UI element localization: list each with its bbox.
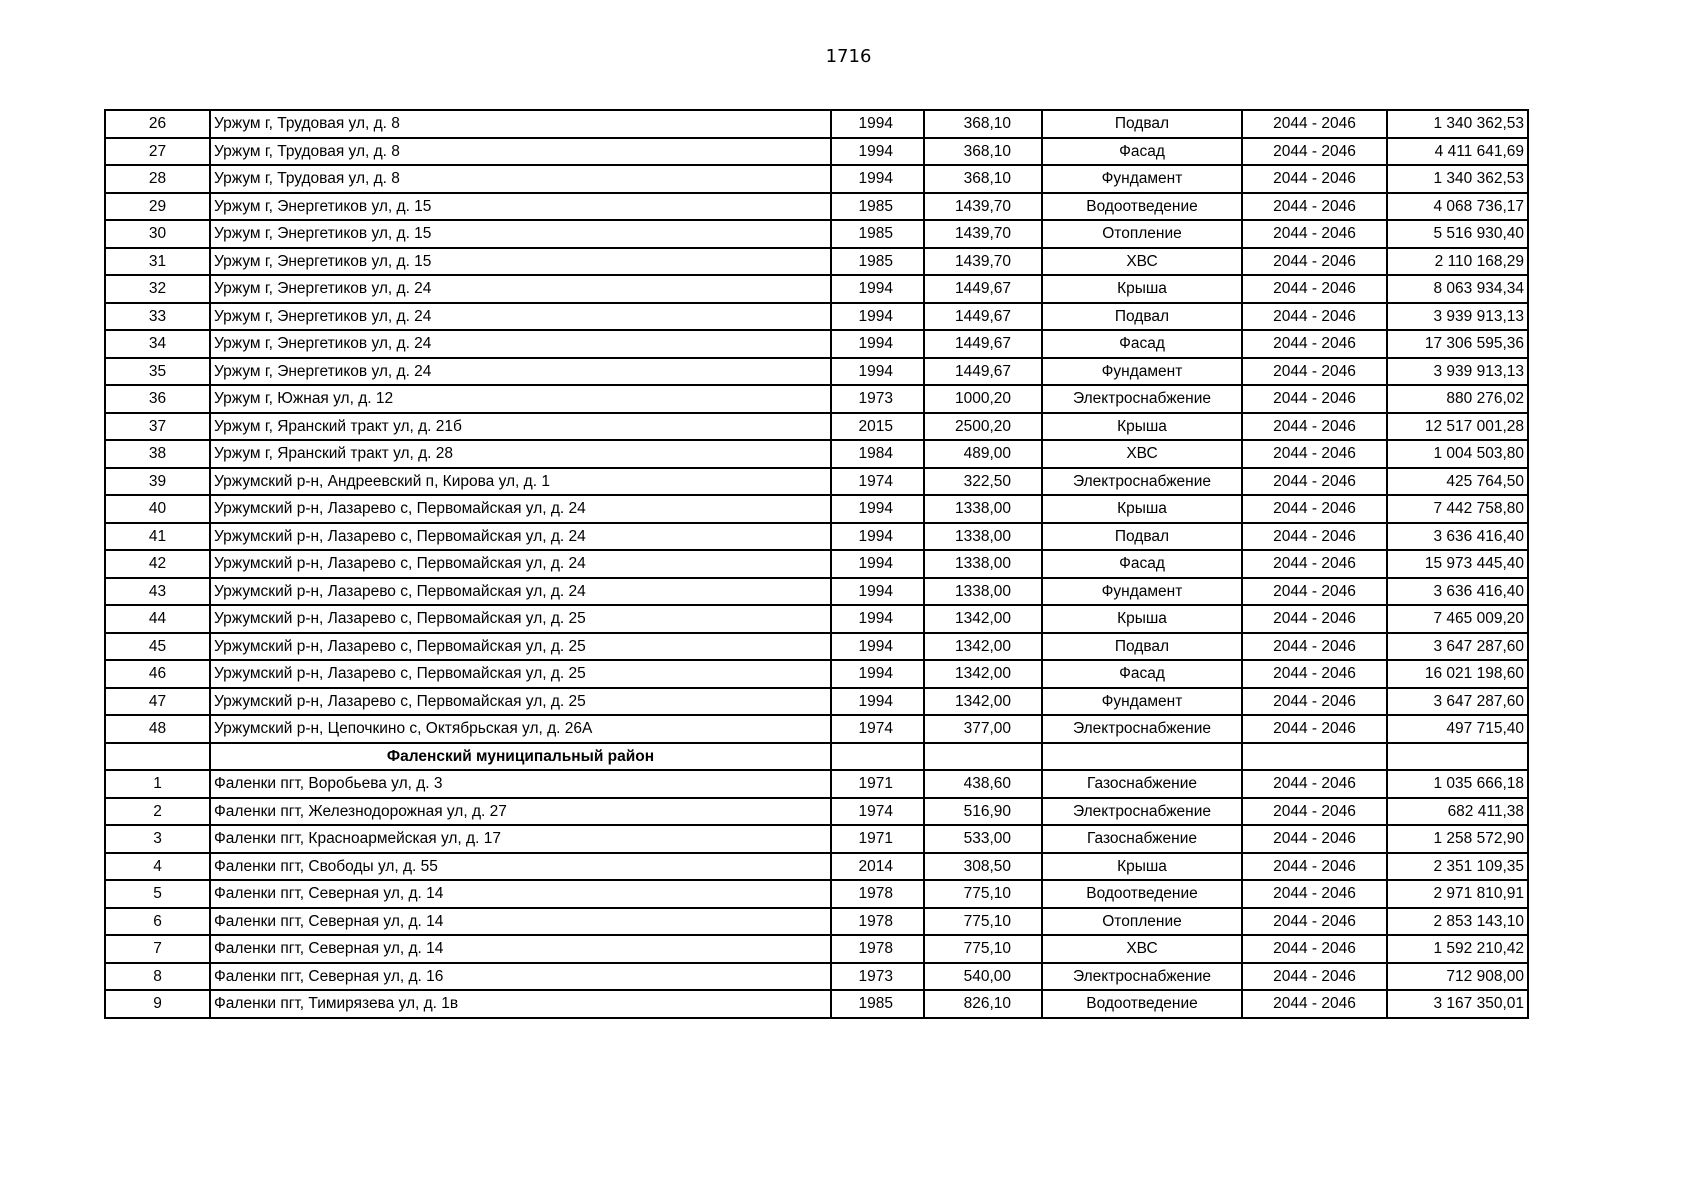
address-cell: Уржум г, Трудовая ул, д. 8 (210, 138, 831, 166)
address-cell: Уржумский р-н, Лазарево с, Первомайская ул, д. 25 (210, 605, 831, 633)
row-number: 37 (105, 413, 210, 441)
address-cell: Уржум г, Энергетиков ул, д. 24 (210, 330, 831, 358)
area-cell: 1338,00 (924, 495, 1042, 523)
address-cell: Фаленки пгт, Северная ул, д. 16 (210, 963, 831, 991)
table-row (105, 578, 1528, 606)
cost-cell: 3 636 416,40 (1387, 578, 1528, 606)
row-number: 6 (105, 908, 210, 936)
row-number: 3 (105, 825, 210, 853)
area-cell: 322,50 (924, 468, 1042, 496)
table-row (105, 275, 1528, 303)
year-cell: 1994 (831, 138, 924, 166)
period-cell: 2044 - 2046 (1242, 880, 1387, 908)
row-number: 2 (105, 798, 210, 826)
table-row (105, 193, 1528, 221)
row-number: 47 (105, 688, 210, 716)
period-cell: 2044 - 2046 (1242, 963, 1387, 991)
year-cell: 1994 (831, 165, 924, 193)
year-cell: 1985 (831, 248, 924, 276)
period-cell: 2044 - 2046 (1242, 715, 1387, 743)
area-cell: 516,90 (924, 798, 1042, 826)
empty-cell (1242, 743, 1387, 771)
table-row (105, 440, 1528, 468)
row-number: 4 (105, 853, 210, 881)
table-row (105, 330, 1528, 358)
work-type-cell: Газоснабжение (1042, 825, 1242, 853)
year-cell: 1994 (831, 633, 924, 661)
row-number: 30 (105, 220, 210, 248)
work-type-cell: Фасад (1042, 550, 1242, 578)
row-number: 34 (105, 330, 210, 358)
area-cell: 368,10 (924, 110, 1042, 138)
year-cell: 1994 (831, 330, 924, 358)
table-row (105, 935, 1528, 963)
address-cell: Уржум г, Трудовая ул, д. 8 (210, 110, 831, 138)
cost-cell: 7 442 758,80 (1387, 495, 1528, 523)
period-cell: 2044 - 2046 (1242, 358, 1387, 386)
period-cell: 2044 - 2046 (1242, 688, 1387, 716)
row-number: 1 (105, 770, 210, 798)
work-type-cell: ХВС (1042, 248, 1242, 276)
year-cell: 1994 (831, 110, 924, 138)
cost-cell: 3 167 350,01 (1387, 990, 1528, 1018)
work-type-cell: Фасад (1042, 330, 1242, 358)
area-cell: 2500,20 (924, 413, 1042, 441)
cost-cell: 8 063 934,34 (1387, 275, 1528, 303)
table-row (105, 550, 1528, 578)
row-number: 45 (105, 633, 210, 661)
area-cell: 489,00 (924, 440, 1042, 468)
period-cell: 2044 - 2046 (1242, 385, 1387, 413)
period-cell: 2044 - 2046 (1242, 330, 1387, 358)
cost-cell: 2 853 143,10 (1387, 908, 1528, 936)
section-header-row (105, 743, 1528, 771)
cost-cell: 1 004 503,80 (1387, 440, 1528, 468)
work-type-cell: Электроснабжение (1042, 963, 1242, 991)
address-cell: Уржум г, Энергетиков ул, д. 15 (210, 193, 831, 221)
address-cell: Уржум г, Трудовая ул, д. 8 (210, 165, 831, 193)
area-cell: 1342,00 (924, 633, 1042, 661)
table-row (105, 165, 1528, 193)
area-cell: 368,10 (924, 138, 1042, 166)
area-cell: 1449,67 (924, 275, 1042, 303)
section-title: Фаленский муниципальный район (210, 743, 831, 771)
period-cell: 2044 - 2046 (1242, 908, 1387, 936)
empty-cell (831, 743, 924, 771)
cost-cell: 880 276,02 (1387, 385, 1528, 413)
area-cell: 368,10 (924, 165, 1042, 193)
address-cell: Фаленки пгт, Красноармейская ул, д. 17 (210, 825, 831, 853)
year-cell: 1973 (831, 385, 924, 413)
address-cell: Фаленки пгт, Северная ул, д. 14 (210, 935, 831, 963)
area-cell: 1342,00 (924, 688, 1042, 716)
row-number: 46 (105, 660, 210, 688)
year-cell: 1994 (831, 578, 924, 606)
area-cell: 1342,00 (924, 605, 1042, 633)
row-number: 26 (105, 110, 210, 138)
area-cell: 438,60 (924, 770, 1042, 798)
address-cell: Уржумский р-н, Лазарево с, Первомайская ул, д. 24 (210, 578, 831, 606)
address-cell: Фаленки пгт, Воробьева ул, д. 3 (210, 770, 831, 798)
cost-cell: 682 411,38 (1387, 798, 1528, 826)
cost-cell: 3 647 287,60 (1387, 688, 1528, 716)
period-cell: 2044 - 2046 (1242, 798, 1387, 826)
work-type-cell: Водоотведение (1042, 990, 1242, 1018)
year-cell: 1994 (831, 660, 924, 688)
table-row (105, 963, 1528, 991)
period-cell: 2044 - 2046 (1242, 550, 1387, 578)
area-cell: 826,10 (924, 990, 1042, 1018)
row-number: 33 (105, 303, 210, 331)
period-cell: 2044 - 2046 (1242, 440, 1387, 468)
year-cell: 1978 (831, 908, 924, 936)
address-cell: Уржум г, Яранский тракт ул, д. 21б (210, 413, 831, 441)
period-cell: 2044 - 2046 (1242, 825, 1387, 853)
table-row (105, 138, 1528, 166)
table-row (105, 990, 1528, 1018)
period-cell: 2044 - 2046 (1242, 220, 1387, 248)
table-row (105, 770, 1528, 798)
address-cell: Уржумский р-н, Лазарево с, Первомайская ул, д. 25 (210, 688, 831, 716)
empty-cell (1042, 743, 1242, 771)
table-row (105, 220, 1528, 248)
cost-cell: 425 764,50 (1387, 468, 1528, 496)
table-row (105, 110, 1528, 138)
address-cell: Фаленки пгт, Железнодорожная ул, д. 27 (210, 798, 831, 826)
year-cell: 1973 (831, 963, 924, 991)
table-row (105, 660, 1528, 688)
row-number: 36 (105, 385, 210, 413)
address-cell: Уржумский р-н, Лазарево с, Первомайская ул, д. 24 (210, 495, 831, 523)
address-cell: Фаленки пгт, Свободы ул, д. 55 (210, 853, 831, 881)
year-cell: 1994 (831, 605, 924, 633)
work-type-cell: Крыша (1042, 495, 1242, 523)
cost-cell: 2 351 109,35 (1387, 853, 1528, 881)
row-number: 32 (105, 275, 210, 303)
period-cell: 2044 - 2046 (1242, 770, 1387, 798)
table-row (105, 248, 1528, 276)
area-cell: 1449,67 (924, 303, 1042, 331)
row-number: 7 (105, 935, 210, 963)
table-row (105, 853, 1528, 881)
period-cell: 2044 - 2046 (1242, 660, 1387, 688)
period-cell: 2044 - 2046 (1242, 138, 1387, 166)
row-number: 44 (105, 605, 210, 633)
cost-cell: 12 517 001,28 (1387, 413, 1528, 441)
table-row (105, 468, 1528, 496)
area-cell: 1342,00 (924, 660, 1042, 688)
work-type-cell: Крыша (1042, 413, 1242, 441)
period-cell: 2044 - 2046 (1242, 110, 1387, 138)
row-number: 29 (105, 193, 210, 221)
year-cell: 1994 (831, 495, 924, 523)
period-cell: 2044 - 2046 (1242, 275, 1387, 303)
cost-cell: 7 465 009,20 (1387, 605, 1528, 633)
table-row (105, 523, 1528, 551)
row-number: 31 (105, 248, 210, 276)
year-cell: 1994 (831, 523, 924, 551)
work-type-cell: Отопление (1042, 220, 1242, 248)
row-number: 5 (105, 880, 210, 908)
period-cell: 2044 - 2046 (1242, 935, 1387, 963)
address-cell: Уржум г, Энергетиков ул, д. 24 (210, 275, 831, 303)
row-number: 35 (105, 358, 210, 386)
cost-cell: 1 340 362,53 (1387, 110, 1528, 138)
year-cell: 1978 (831, 935, 924, 963)
period-cell: 2044 - 2046 (1242, 633, 1387, 661)
row-number: 39 (105, 468, 210, 496)
area-cell: 1338,00 (924, 550, 1042, 578)
work-type-cell: ХВС (1042, 935, 1242, 963)
area-cell: 1439,70 (924, 193, 1042, 221)
table-row (105, 688, 1528, 716)
period-cell: 2044 - 2046 (1242, 468, 1387, 496)
address-cell: Уржум г, Энергетиков ул, д. 24 (210, 358, 831, 386)
year-cell: 1971 (831, 825, 924, 853)
area-cell: 775,10 (924, 908, 1042, 936)
cost-cell: 3 647 287,60 (1387, 633, 1528, 661)
row-number: 28 (105, 165, 210, 193)
cost-cell: 17 306 595,36 (1387, 330, 1528, 358)
work-type-cell: Подвал (1042, 110, 1242, 138)
area-cell: 377,00 (924, 715, 1042, 743)
period-cell: 2044 - 2046 (1242, 193, 1387, 221)
area-cell: 1439,70 (924, 220, 1042, 248)
area-cell: 1449,67 (924, 358, 1042, 386)
work-type-cell: Фасад (1042, 660, 1242, 688)
address-cell: Уржум г, Энергетиков ул, д. 24 (210, 303, 831, 331)
area-cell: 1000,20 (924, 385, 1042, 413)
work-type-cell: Газоснабжение (1042, 770, 1242, 798)
year-cell: 1985 (831, 193, 924, 221)
row-number: 41 (105, 523, 210, 551)
address-cell: Уржумский р-н, Лазарево с, Первомайская ул, д. 24 (210, 523, 831, 551)
table-row (105, 825, 1528, 853)
area-cell: 1439,70 (924, 248, 1042, 276)
work-type-cell: Водоотведение (1042, 880, 1242, 908)
period-cell: 2044 - 2046 (1242, 413, 1387, 441)
year-cell: 1984 (831, 440, 924, 468)
address-cell: Уржумский р-н, Лазарево с, Первомайская ул, д. 24 (210, 550, 831, 578)
work-type-cell: Крыша (1042, 605, 1242, 633)
area-cell: 775,10 (924, 935, 1042, 963)
cost-cell: 4 411 641,69 (1387, 138, 1528, 166)
address-cell: Уржум г, Энергетиков ул, д. 15 (210, 220, 831, 248)
page-number: 1716 (825, 46, 872, 67)
year-cell: 1974 (831, 798, 924, 826)
year-cell: 1978 (831, 880, 924, 908)
year-cell: 1994 (831, 358, 924, 386)
work-type-cell: Водоотведение (1042, 193, 1242, 221)
year-cell: 1985 (831, 990, 924, 1018)
year-cell: 1974 (831, 715, 924, 743)
address-cell: Уржум г, Южная ул, д. 12 (210, 385, 831, 413)
table-row (105, 715, 1528, 743)
work-type-cell: Электроснабжение (1042, 715, 1242, 743)
cost-cell: 2 110 168,29 (1387, 248, 1528, 276)
cost-cell: 3 939 913,13 (1387, 303, 1528, 331)
empty-cell (1387, 743, 1528, 771)
work-type-cell: ХВС (1042, 440, 1242, 468)
work-type-cell: Подвал (1042, 523, 1242, 551)
area-cell: 308,50 (924, 853, 1042, 881)
cost-cell: 4 068 736,17 (1387, 193, 1528, 221)
cost-cell: 1 258 572,90 (1387, 825, 1528, 853)
cost-cell: 497 715,40 (1387, 715, 1528, 743)
area-cell: 1338,00 (924, 523, 1042, 551)
cost-cell: 3 939 913,13 (1387, 358, 1528, 386)
row-number: 40 (105, 495, 210, 523)
row-number: 42 (105, 550, 210, 578)
address-cell: Уржум г, Энергетиков ул, д. 15 (210, 248, 831, 276)
table-row (105, 358, 1528, 386)
cost-cell: 2 971 810,91 (1387, 880, 1528, 908)
cost-cell: 5 516 930,40 (1387, 220, 1528, 248)
empty-cell (105, 743, 210, 771)
address-cell: Уржумский р-н, Лазарево с, Первомайская ул, д. 25 (210, 633, 831, 661)
cost-cell: 1 340 362,53 (1387, 165, 1528, 193)
area-cell: 533,00 (924, 825, 1042, 853)
work-type-cell: Электроснабжение (1042, 468, 1242, 496)
address-cell: Уржумский р-н, Цепочкино с, Октябрьская ул, д. 26А (210, 715, 831, 743)
row-number: 9 (105, 990, 210, 1018)
table-row (105, 908, 1528, 936)
cost-cell: 16 021 198,60 (1387, 660, 1528, 688)
year-cell: 1971 (831, 770, 924, 798)
work-type-cell: Крыша (1042, 275, 1242, 303)
address-cell: Фаленки пгт, Северная ул, д. 14 (210, 880, 831, 908)
table-row (105, 413, 1528, 441)
year-cell: 2015 (831, 413, 924, 441)
work-type-cell: Отопление (1042, 908, 1242, 936)
cost-cell: 1 035 666,18 (1387, 770, 1528, 798)
address-cell: Уржумский р-н, Андреевский п, Кирова ул, д. 1 (210, 468, 831, 496)
period-cell: 2044 - 2046 (1242, 990, 1387, 1018)
work-type-cell: Электроснабжение (1042, 385, 1242, 413)
work-type-cell: Подвал (1042, 633, 1242, 661)
work-type-cell: Фундамент (1042, 165, 1242, 193)
table-body (105, 110, 1528, 1018)
period-cell: 2044 - 2046 (1242, 605, 1387, 633)
work-type-cell: Крыша (1042, 853, 1242, 881)
cost-cell: 15 973 445,40 (1387, 550, 1528, 578)
year-cell: 1974 (831, 468, 924, 496)
work-type-cell: Фундамент (1042, 688, 1242, 716)
repair-schedule-table (104, 109, 1529, 1019)
address-cell: Уржумский р-н, Лазарево с, Первомайская ул, д. 25 (210, 660, 831, 688)
area-cell: 775,10 (924, 880, 1042, 908)
address-cell: Уржум г, Яранский тракт ул, д. 28 (210, 440, 831, 468)
year-cell: 1994 (831, 275, 924, 303)
table-row (105, 385, 1528, 413)
table-row (105, 495, 1528, 523)
table-row (105, 605, 1528, 633)
work-type-cell: Фасад (1042, 138, 1242, 166)
cost-cell: 3 636 416,40 (1387, 523, 1528, 551)
cost-cell: 1 592 210,42 (1387, 935, 1528, 963)
period-cell: 2044 - 2046 (1242, 248, 1387, 276)
row-number: 48 (105, 715, 210, 743)
area-cell: 540,00 (924, 963, 1042, 991)
address-cell: Фаленки пгт, Тимирязева ул, д. 1в (210, 990, 831, 1018)
period-cell: 2044 - 2046 (1242, 523, 1387, 551)
table-row (105, 798, 1528, 826)
table-row (105, 880, 1528, 908)
area-cell: 1338,00 (924, 578, 1042, 606)
period-cell: 2044 - 2046 (1242, 165, 1387, 193)
work-type-cell: Электроснабжение (1042, 798, 1242, 826)
period-cell: 2044 - 2046 (1242, 303, 1387, 331)
work-type-cell: Фундамент (1042, 358, 1242, 386)
row-number: 27 (105, 138, 210, 166)
year-cell: 1994 (831, 688, 924, 716)
year-cell: 1994 (831, 303, 924, 331)
work-type-cell: Фундамент (1042, 578, 1242, 606)
year-cell: 2014 (831, 853, 924, 881)
table-row (105, 303, 1528, 331)
period-cell: 2044 - 2046 (1242, 578, 1387, 606)
year-cell: 1985 (831, 220, 924, 248)
table-row (105, 633, 1528, 661)
row-number: 43 (105, 578, 210, 606)
area-cell: 1449,67 (924, 330, 1042, 358)
year-cell: 1994 (831, 550, 924, 578)
empty-cell (924, 743, 1042, 771)
period-cell: 2044 - 2046 (1242, 495, 1387, 523)
work-type-cell: Подвал (1042, 303, 1242, 331)
period-cell: 2044 - 2046 (1242, 853, 1387, 881)
cost-cell: 712 908,00 (1387, 963, 1528, 991)
row-number: 8 (105, 963, 210, 991)
address-cell: Фаленки пгт, Северная ул, д. 14 (210, 908, 831, 936)
row-number: 38 (105, 440, 210, 468)
